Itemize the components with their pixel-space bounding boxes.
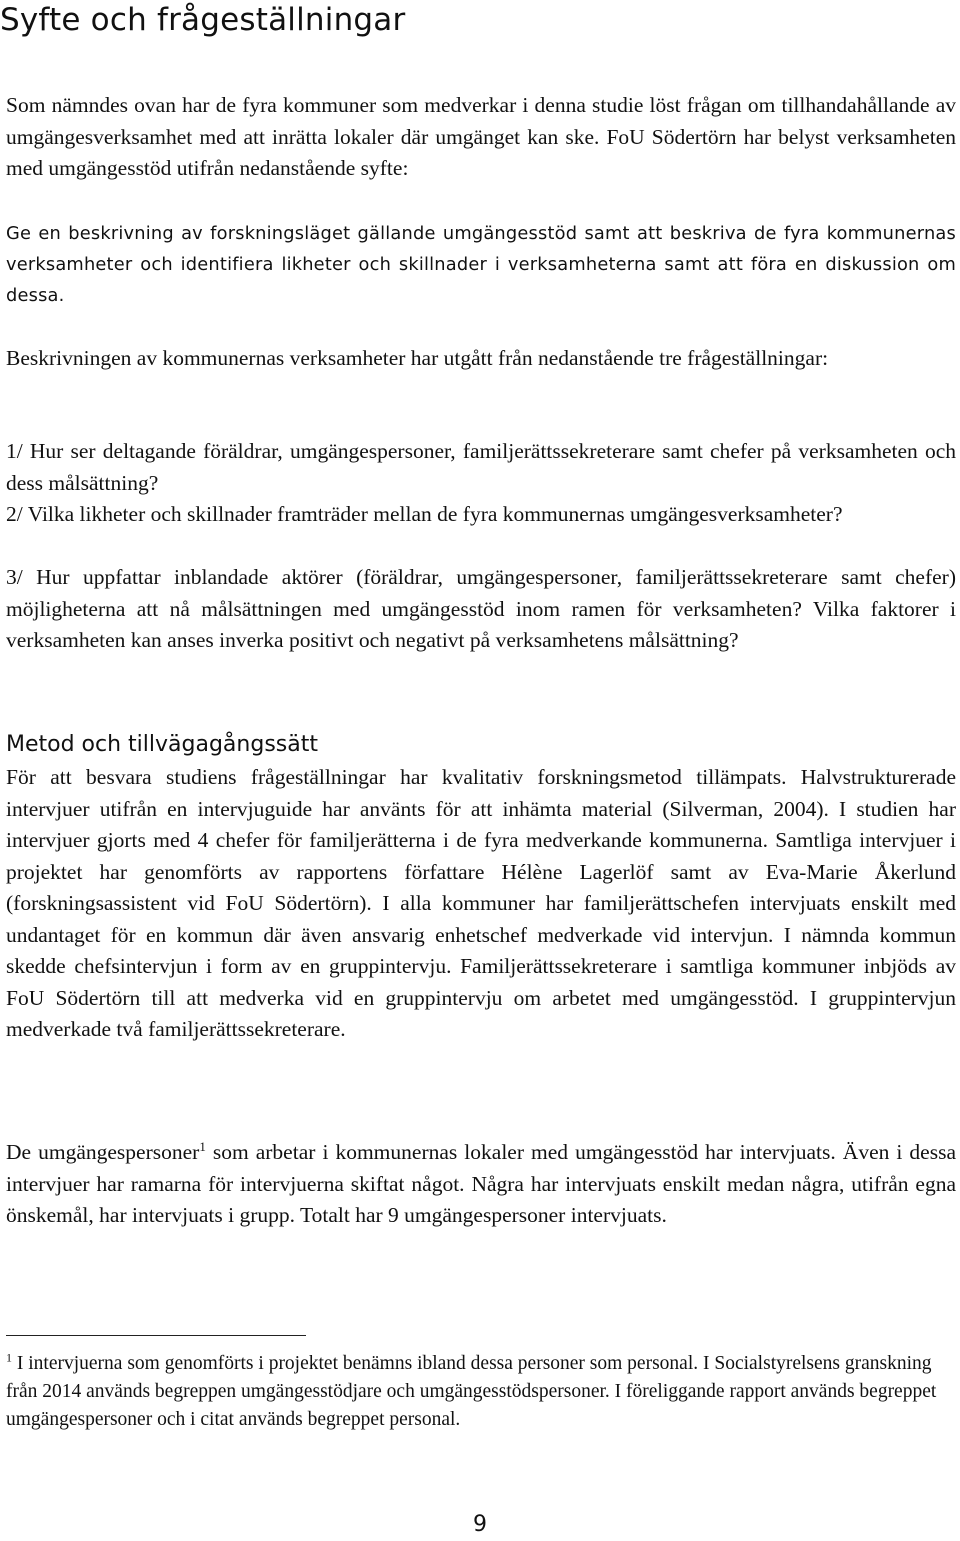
aim-paragraph: Ge en beskrivning av forskningsläget gällande umgängesstöd samt att beskriva de fyra kommunernas verksamheter och identifiera likheter och skillnader i verksamheterna samt att föra en diskussion om dessa. [6, 223, 956, 306]
footnote [6, 1350, 956, 1434]
questions-intro-paragraph: Beskrivningen av kommunernas verksamheter har utgått från nedanstående tre frågeställningar: [6, 346, 829, 370]
interviews-paragraph [6, 1137, 956, 1232]
footnote-number: 1 [6, 1350, 12, 1365]
section-heading-method: Metod och tillvägagångssätt [6, 732, 318, 757]
interviews-paragraph-start: De umgängespersoner [6, 1140, 200, 1164]
page-number: 9 [473, 1512, 487, 1537]
question-2: 2/ Vilka likheter och skillnader framträder mellan de fyra kommunernas umgängesverksamheter? [6, 502, 843, 526]
section-heading-purpose: Syfte och frågeställningar [0, 2, 406, 38]
question-1: 1/ Hur ser deltagande föräldrar, umgängespersoner, familjerättssekreterare samt chefer på verksamheten och dess målsättning? [6, 439, 956, 495]
footnote-reference[interactable]: 1 [199, 1138, 206, 1154]
interviews-paragraph-rest: som arbetar i kommunernas lokaler med umgängesstöd har intervjuats. Även i dessa intervjuer har ramarna för intervjuerna skiftat något. Några har intervjuats enskilt medan några, utifrån egna önskemål, har intervjuats i grupp. Totalt har 9 umgängespersoner intervjuats. [6, 1140, 956, 1227]
question-3: 3/ Hur uppfattar inblandade aktörer (föräldrar, umgängespersoner, familjerättssekreterare samt chefer) möjligheterna att nå målsättningen med umgängesstöd inom ramen för verksamheten? Vilka faktorer i verksamheten kan anses inverka positivt och negativt på verksamhetens målsättning? [6, 565, 956, 652]
footnote-divider [6, 1335, 306, 1336]
intro-paragraph: Som nämndes ovan har de fyra kommuner som medverkar i denna studie löst frågan om tillhandahållande av umgängesverksamhet med att inrätta lokaler där umgänget kan ske. FoU Södertörn har belyst verksamheten med umgängesstöd utifrån nedanstående syfte: [6, 93, 956, 180]
footnote-text: I intervjuerna som genomförts i projektet benämns ibland dessa personer som personal. I Socialstyrelsens granskning från 2014 används begreppen umgängesstödjare och umgängesstödspersoner. I föreliggande rapport används begreppet umgängespersoner och i citat används begreppet personal. [6, 1353, 937, 1430]
method-paragraph: För att besvara studiens frågeställningar har kvalitativ forskningsmetod tillämpats. Halvstrukturerade intervjuer utifrån en intervjuguide har använts för att inhämta material (Silverman, 2004). I studien har intervjuer gjorts med 4 chefer för familjerätterna i de fyra medverkande kommunerna. Samtliga intervjuer i projektet har genomförts av rapportens författare Hélène Lagerlöf samt av Eva-Marie Åkerlund (forskningsassistent vid FoU Södertörn). I alla kommuner har familjerättschefen intervjuats enskilt med undantaget för en kommun där även ansvarig enhetschef medverkade vid intervjun. I nämnda kommun skedde chefsintervjun i form av en gruppintervju. Familjerättssekreterare i samtliga kommuner inbjöds av FoU Södertörn till att medverka vid en gruppintervju om arbetet med umgängesstöd. I gruppintervjun medverkade två familjerättssekreterare. [6, 765, 956, 1041]
